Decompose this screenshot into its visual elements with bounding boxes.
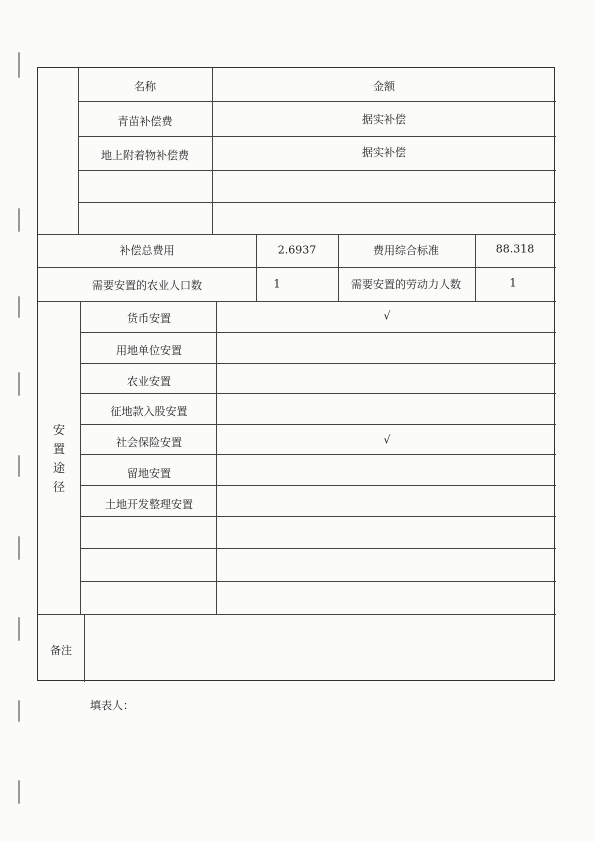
option-agriculture: 农业安置 xyxy=(127,375,171,388)
option-currency: 货币安置 xyxy=(127,312,171,325)
header-name-label: 名称 xyxy=(134,80,156,93)
option-land-development: 土地开发整理安置 xyxy=(105,498,193,511)
total-fee-value: 2.6937 xyxy=(277,243,317,257)
binding-marks xyxy=(0,0,30,842)
option-equity: 征地款入股安置 xyxy=(110,405,188,418)
item-amount-2: 据实补偿 xyxy=(362,146,406,159)
farm-population-value: 1 xyxy=(273,277,281,291)
option-reserved-land: 留地安置 xyxy=(127,467,171,480)
option-currency-check: √ xyxy=(383,309,391,323)
resettlement-section-label: 安 置 途 径 xyxy=(52,423,65,494)
labor-count-value: 1 xyxy=(509,276,517,290)
labor-count-label: 需要安置的劳动力人数 xyxy=(351,278,461,291)
total-fee-label: 补偿总费用 xyxy=(119,244,175,257)
compensation-form-table xyxy=(37,67,555,681)
item-amount-1: 据实补偿 xyxy=(362,113,406,126)
fee-standard-label: 费用综合标准 xyxy=(373,244,439,257)
option-employer: 用地单位安置 xyxy=(116,344,182,357)
option-social-insurance-check: √ xyxy=(383,433,391,447)
fee-standard-value: 88.318 xyxy=(495,242,535,256)
header-amount-label: 金额 xyxy=(373,80,395,93)
item-name-1: 青苗补偿费 xyxy=(117,115,173,128)
item-name-2: 地上附着物补偿费 xyxy=(101,149,189,162)
farm-population-label: 需要安置的农业人口数 xyxy=(92,279,202,292)
remarks-label: 备注 xyxy=(50,644,72,657)
form-filler-label: 填表人： xyxy=(90,699,134,712)
option-social-insurance: 社会保险安置 xyxy=(116,436,182,449)
